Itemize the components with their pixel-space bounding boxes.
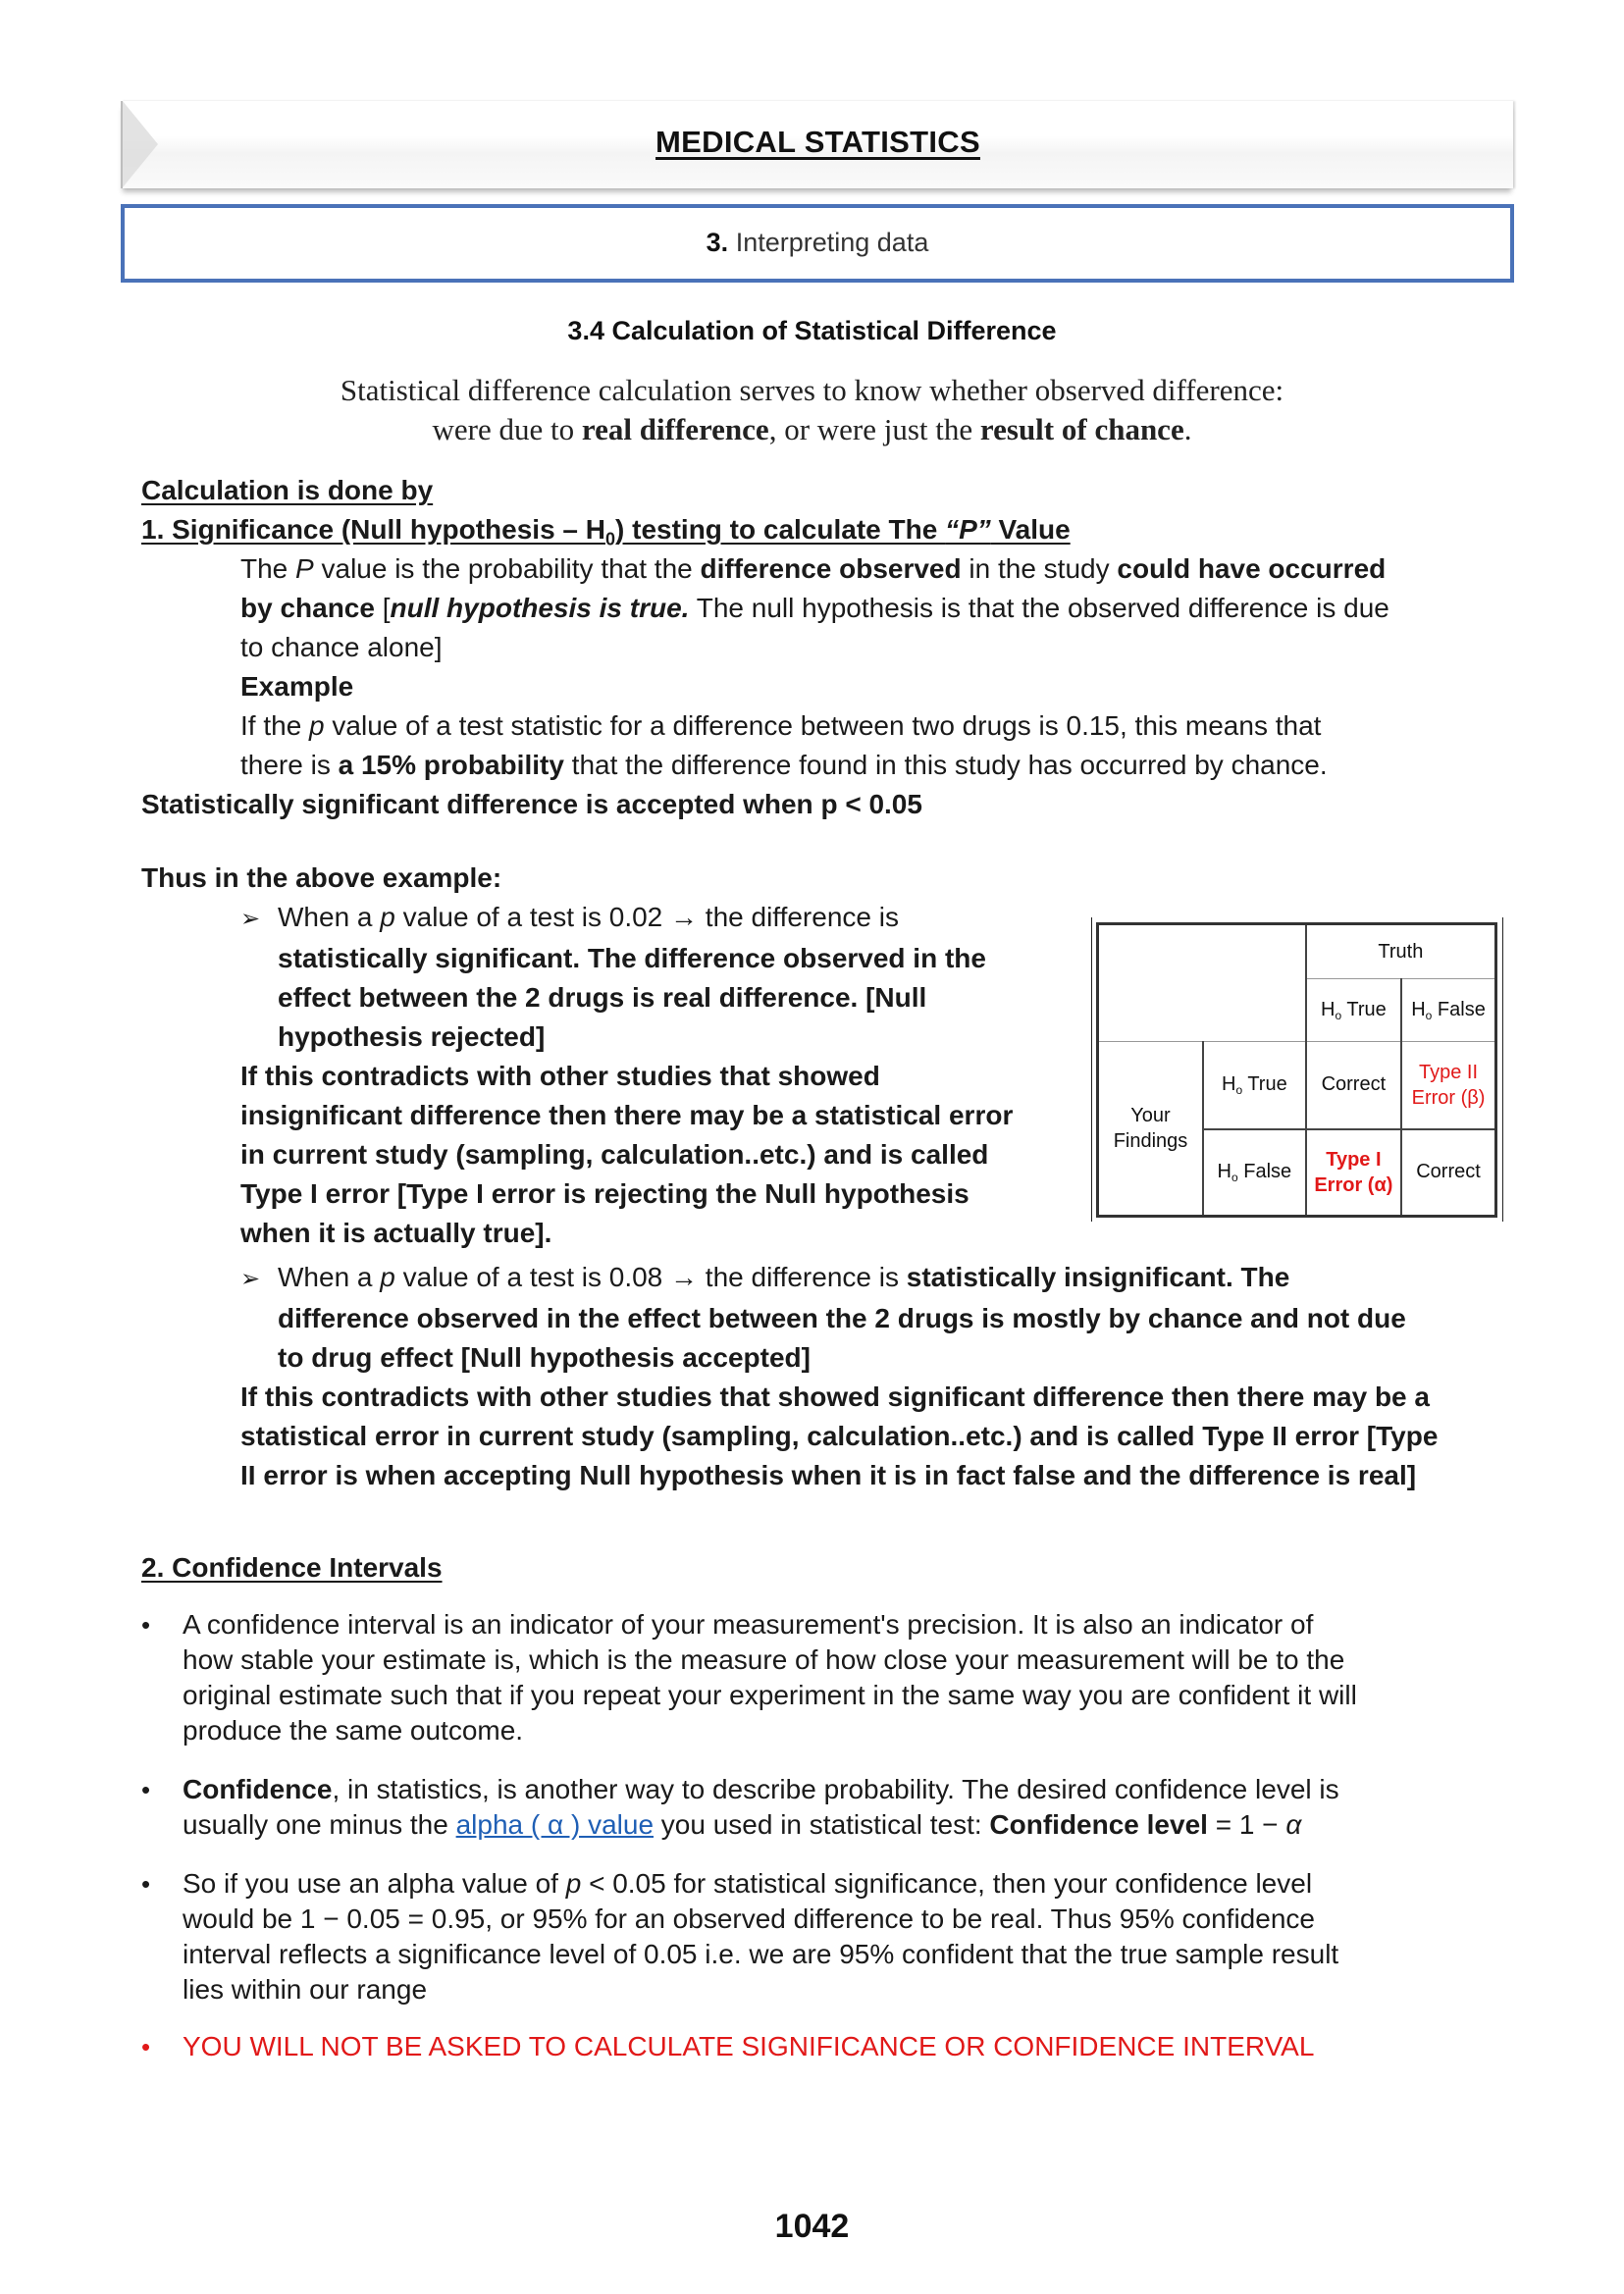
h-letter: H	[1221, 1072, 1236, 1095]
matrix-row-h0-true	[1203, 1042, 1306, 1129]
bullet-pvalue-002	[240, 898, 1074, 1253]
warning-bullet	[141, 2027, 1515, 2066]
italic-p: p	[309, 710, 325, 741]
type1-symbol: Error (α)	[1314, 1173, 1393, 1196]
confidence-bullet-3	[141, 1866, 1515, 2007]
text: If the	[240, 710, 310, 741]
type2-line-2: statistical error in current study (sampling, calculation..etc.) and is called Type II error [Type	[240, 1421, 1439, 1451]
section-title: 3.4 Calculation of Statistical Difference	[567, 316, 1057, 345]
intro-text: , or were just the	[768, 412, 980, 446]
col-label: False	[1432, 998, 1486, 1020]
arrow-bullet-icon: ➢	[240, 906, 261, 932]
bold-text: a 15% probability	[338, 750, 564, 780]
heading-text: Value	[990, 514, 1071, 545]
intro-text: .	[1183, 412, 1192, 446]
subscript-zero: 0	[605, 529, 616, 549]
bullet-body	[183, 1866, 1338, 2007]
pvalue-definition	[240, 549, 1516, 785]
text: = 1 −	[1207, 1809, 1286, 1840]
line: would be 1 − 0.05 = 0.95, or 95% for an observed difference to be real. Thus 95% confidence	[183, 1903, 1315, 1934]
bullet2-line-1	[240, 1258, 1526, 1299]
chapter-title: Interpreting data	[735, 228, 929, 257]
matrix-empty-corner	[1098, 924, 1306, 1042]
subscript-o: o	[1231, 1170, 1238, 1184]
type1-line-2: insignificant difference then there may be a statistical error	[240, 1100, 1014, 1130]
thus-label: Thus in the above example:	[141, 862, 502, 893]
text: The	[240, 553, 296, 584]
line: interval reflects a significance level of 0.05 i.e. we are 95% confident that the true sample result	[183, 1939, 1339, 1969]
text: value is the probability that the	[313, 553, 701, 584]
text: < 0.05 for statistical significance, then your confidence level	[581, 1868, 1313, 1899]
bullet1-line-4: hypothesis rejected]	[278, 1021, 546, 1052]
subscript-o: o	[1335, 1008, 1342, 1022]
bold-italic-text: null hypothesis is true.	[390, 593, 690, 623]
text: When a	[278, 1262, 381, 1292]
italic-p: p	[565, 1868, 582, 1899]
chapter-heading	[125, 228, 1510, 258]
bullet-icon: •	[141, 1610, 151, 1640]
pvalue-line-1	[240, 549, 1516, 589]
header-banner	[121, 101, 1513, 188]
chapter-number: 3.	[706, 228, 729, 257]
text: usually one minus the	[183, 1809, 456, 1840]
row-group-label: Your Findings	[1113, 1105, 1188, 1152]
confidence-heading: 2. Confidence Intervals	[141, 1552, 443, 1583]
error-matrix-table	[1096, 922, 1497, 1218]
chapter-box	[121, 204, 1514, 283]
type2-line-1: If this contradicts with other studies that showed significant difference then there may be a	[240, 1382, 1430, 1412]
bullet-body	[183, 1772, 1339, 1843]
significance-rule: Statistically significant difference is accepted when p < 0.05	[141, 789, 922, 819]
heading-text: ) testing to calculate The	[615, 514, 946, 545]
type2-symbol: Error (β)	[1411, 1086, 1486, 1109]
type1-line-4: Type I error [Type I error is rejecting the Null hypothesis	[240, 1178, 969, 1209]
bold-text: by chance	[240, 593, 375, 623]
bullet1-line-1	[240, 898, 1074, 939]
text: value of a test is 0.08 → the difference is	[394, 1262, 907, 1292]
calc-heading: Calculation is done by	[141, 475, 434, 505]
text: value of a test is 0.02 → the difference is	[394, 902, 899, 932]
intro-line-2	[0, 412, 1624, 447]
matrix-cell-type1-error	[1306, 1129, 1401, 1217]
type1-label: Type I	[1326, 1148, 1382, 1171]
pvalue-line-3: to chance alone]	[240, 632, 443, 662]
confidence-bullet-1	[141, 1607, 1515, 1748]
matrix-col-h0-true	[1306, 979, 1401, 1042]
page-number: 1042	[774, 2208, 850, 2245]
intro-emphasis-chance: result of chance	[979, 412, 1184, 446]
text: in the study	[961, 553, 1118, 584]
text: So if you use an alpha value of	[183, 1868, 566, 1899]
bullet-icon: •	[141, 1775, 151, 1804]
intro-text: were due to	[432, 412, 582, 446]
bullet-icon: •	[141, 1869, 151, 1899]
line: produce the same outcome.	[183, 1715, 524, 1746]
matrix-cell-type2-error	[1401, 1042, 1495, 1129]
text: there is	[240, 750, 339, 780]
col-label: True	[1341, 998, 1387, 1020]
text: The null hypothesis is that the observed difference is due	[689, 593, 1389, 623]
intro-emphasis-real: real difference	[581, 412, 769, 446]
alpha-value-link[interactable]: alpha ( α ) value	[455, 1809, 655, 1840]
type1-line-5: when it is actually true].	[240, 1218, 552, 1248]
type1-line-1: If this contradicts with other studies that showed	[240, 1061, 880, 1091]
example-line-1	[240, 706, 1516, 746]
h-letter: H	[1321, 998, 1336, 1020]
bullet1-line-3: effect between the 2 drugs is real difference. [Null	[278, 982, 927, 1013]
pvalue-line-2	[240, 589, 1516, 628]
type1-line-3: in current study (sampling, calculation..etc.) and is called	[240, 1139, 989, 1170]
heading-p-italic: “P”	[945, 514, 991, 545]
text: you used in statistical test:	[654, 1809, 990, 1840]
bold-text: difference observed	[700, 553, 962, 584]
warning-text: YOU WILL NOT BE ASKED TO CALCULATE SIGNIFICANCE OR CONFIDENCE INTERVAL	[183, 2031, 1315, 2061]
text: value of a test statistic for a difference between two drugs is 0.15, this means that	[324, 710, 1322, 741]
line: original estimate such that if you repeat your experiment in the same way you are confident it will	[183, 1680, 1357, 1710]
matrix-row-h0-false	[1203, 1129, 1306, 1217]
line: how stable your estimate is, which is the measure of how close your measurement will be to the	[183, 1644, 1345, 1675]
type2-line-3: II error is when accepting Null hypothesis when it is in fact false and the difference is real]	[240, 1460, 1417, 1490]
matrix-cell-correct: Correct	[1306, 1042, 1401, 1129]
italic-alpha: α	[1285, 1809, 1302, 1840]
example-line-2	[240, 746, 1516, 785]
row-label: False	[1237, 1160, 1292, 1182]
bullet2-line-3: to drug effect [Null hypothesis accepted]	[278, 1342, 811, 1373]
bold-text: Confidence level	[989, 1809, 1208, 1840]
document-title: MEDICAL STATISTICS	[655, 125, 980, 159]
text: When a	[278, 902, 381, 932]
text: [	[374, 593, 391, 623]
bullet-body	[183, 1607, 1357, 1748]
matrix-row-group-findings	[1098, 1042, 1204, 1217]
bullet-icon: •	[141, 2032, 151, 2061]
h-letter: H	[1411, 998, 1426, 1020]
text: , in statistics, is another way to describe probability. The desired confidence level is	[332, 1774, 1339, 1804]
bullet2-line-2: difference observed in the effect between the 2 drugs is mostly by chance and not due	[278, 1303, 1406, 1333]
row-label: True	[1242, 1072, 1287, 1095]
bullet1-line-2: statistically significant. The difference observed in the	[278, 943, 986, 973]
confidence-bullet-2	[141, 1772, 1515, 1843]
intro-line-1: Statistical difference calculation serves to know whether observed difference:	[340, 373, 1284, 407]
h-letter: H	[1217, 1160, 1231, 1182]
subscript-o: o	[1425, 1008, 1433, 1022]
matrix-col-h0-false	[1401, 979, 1495, 1042]
line: lies within our range	[183, 1974, 428, 2005]
arrow-bullet-icon: ➢	[240, 1266, 261, 1292]
text: that the difference found in this study has occurred by chance.	[563, 750, 1328, 780]
italic-p: p	[380, 1262, 395, 1292]
italic-p: p	[380, 902, 395, 932]
bold-text: statistically insignificant. The	[906, 1262, 1290, 1292]
example-label: Example	[240, 671, 354, 702]
matrix-cell-correct: Correct	[1401, 1129, 1495, 1217]
type2-label: Type II	[1419, 1061, 1479, 1083]
bullet-pvalue-008	[240, 1258, 1526, 1495]
subscript-o: o	[1235, 1082, 1243, 1097]
bold-text: Confidence	[183, 1774, 333, 1804]
bold-text: could have occurred	[1117, 553, 1387, 584]
italic-p: P	[295, 553, 314, 584]
heading-text: 1. Significance (Null hypothesis – H	[141, 514, 605, 545]
matrix-truth-header: Truth	[1306, 924, 1496, 979]
line: A confidence interval is an indicator of your measurement's precision. It is also an indicator of	[183, 1609, 1314, 1640]
